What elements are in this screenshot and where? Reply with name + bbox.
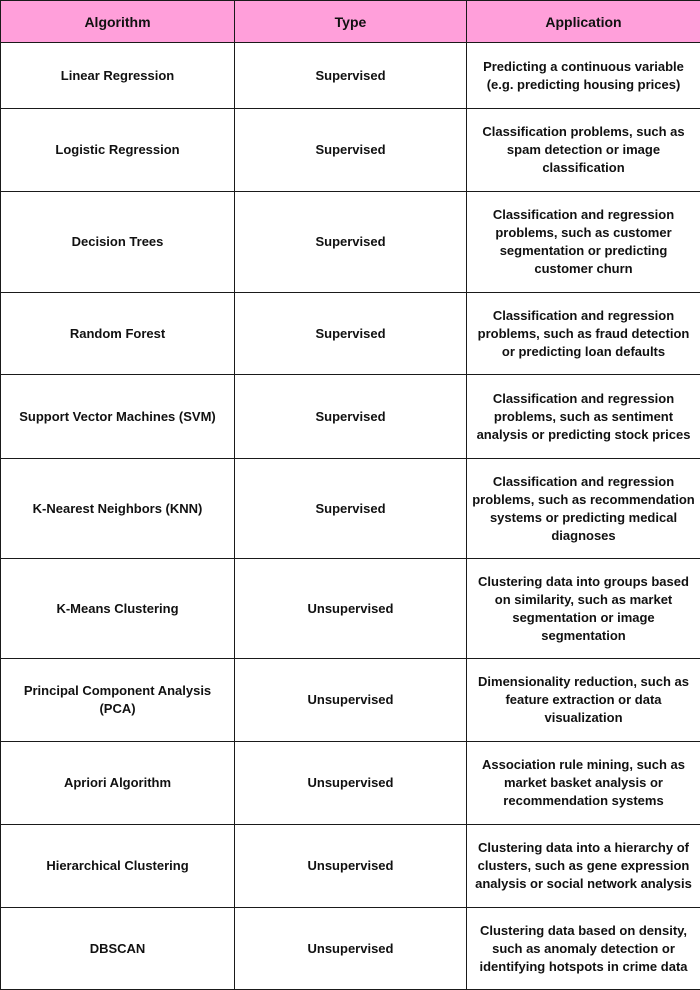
application-cell: Clustering data into groups based on similarity, such as market segmentation or image segmentation (467, 559, 700, 659)
table-row (1, 109, 700, 192)
header-algorithm: Algorithm (1, 1, 235, 43)
application-cell: Dimensionality reduction, such as feature extraction or data visualization (467, 659, 700, 742)
application-cell: Classification and regression problems, such as sentiment analysis or predicting stock prices (467, 375, 700, 459)
table-row (1, 742, 700, 825)
algorithm-cell: DBSCAN (1, 908, 235, 990)
header-type: Type (235, 1, 467, 43)
type-cell: Supervised (235, 43, 467, 109)
table-row (1, 293, 700, 375)
table-row (1, 192, 700, 293)
algorithm-cell: Hierarchical Clustering (1, 825, 235, 908)
table-row (1, 825, 700, 908)
algorithm-cell: Logistic Regression (1, 109, 235, 192)
application-cell: Clustering data based on density, such as anomaly detection or identifying hotspots in crime data (467, 908, 700, 990)
table-row (1, 559, 700, 659)
application-cell: Association rule mining, such as market basket analysis or recommendation systems (467, 742, 700, 825)
type-cell: Supervised (235, 192, 467, 293)
application-cell: Classification and regression problems, such as fraud detection or predicting loan defaults (467, 293, 700, 375)
table-row (1, 375, 700, 459)
algorithm-cell: Random Forest (1, 293, 235, 375)
application-cell: Classification problems, such as spam detection or image classification (467, 109, 700, 192)
type-cell: Supervised (235, 293, 467, 375)
table-row (1, 908, 700, 990)
application-cell: Clustering data into a hierarchy of clusters, such as gene expression analysis or social network analysis (467, 825, 700, 908)
table-row (1, 459, 700, 559)
type-cell: Unsupervised (235, 742, 467, 825)
algorithm-cell: K-Means Clustering (1, 559, 235, 659)
algorithm-cell: Support Vector Machines (SVM) (1, 375, 235, 459)
type-cell: Unsupervised (235, 908, 467, 990)
header-row (1, 1, 700, 43)
type-cell: Supervised (235, 109, 467, 192)
type-cell: Unsupervised (235, 659, 467, 742)
table-row (1, 659, 700, 742)
table-row (1, 43, 700, 109)
algorithm-cell: K-Nearest Neighbors (KNN) (1, 459, 235, 559)
algorithm-cell: Decision Trees (1, 192, 235, 293)
table-body (1, 43, 700, 990)
type-cell: Supervised (235, 375, 467, 459)
table-header (1, 1, 700, 43)
application-cell: Classification and regression problems, such as customer segmentation or predicting customer churn (467, 192, 700, 293)
header-application: Application (467, 1, 700, 43)
type-cell: Unsupervised (235, 825, 467, 908)
algorithm-cell: Principal Component Analysis (PCA) (1, 659, 235, 742)
algorithm-cell: Apriori Algorithm (1, 742, 235, 825)
application-cell: Predicting a continuous variable (e.g. predicting housing prices) (467, 43, 700, 109)
application-cell: Classification and regression problems, such as recommendation systems or predicting medical diagnoses (467, 459, 700, 559)
type-cell: Supervised (235, 459, 467, 559)
algorithm-cell: Linear Regression (1, 43, 235, 109)
type-cell: Unsupervised (235, 559, 467, 659)
